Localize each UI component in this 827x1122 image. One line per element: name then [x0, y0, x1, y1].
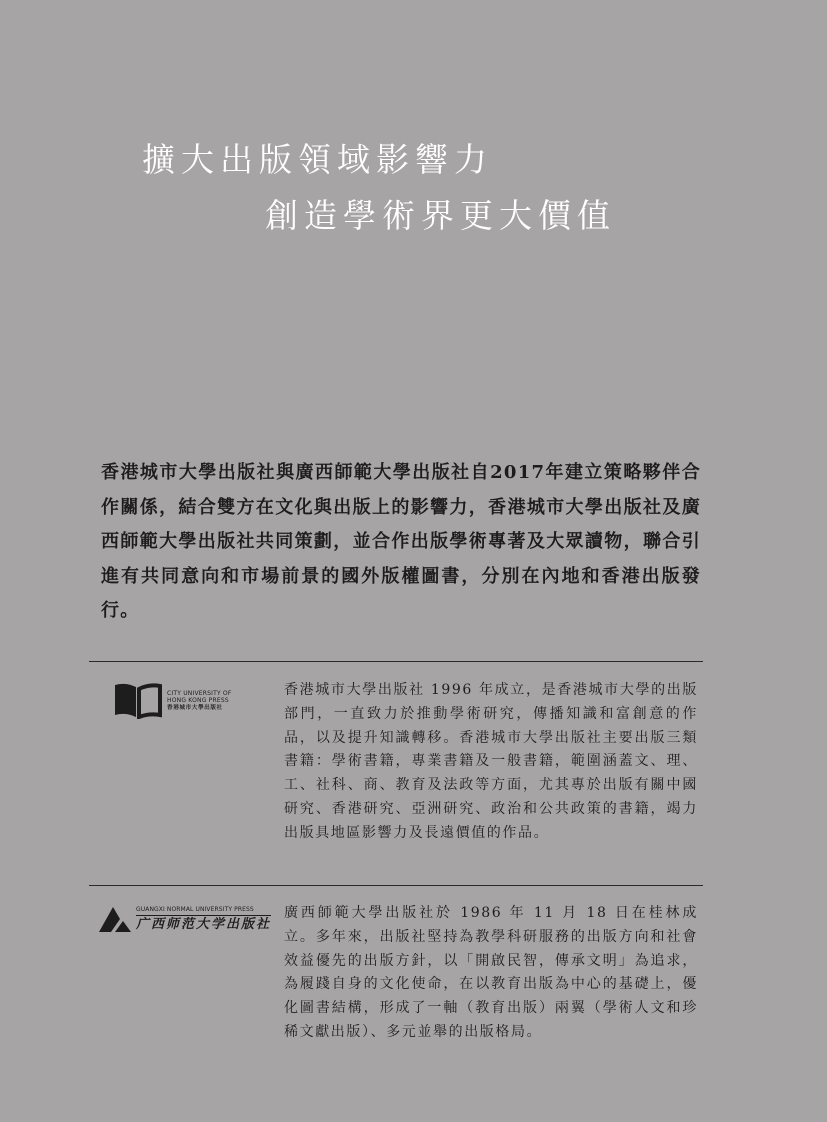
headline-line-2: 創造學術界更大價值 [265, 196, 616, 235]
headline-line-1: 擴大出版領域影響力 [142, 140, 493, 179]
cityu-logo-line-2: HONG KONG PRESS [167, 697, 229, 705]
cityu-description: 香港城市大學出版社 1996 年成立，是香港城市大學的出版部門，一直致力於推動學術研究，傳播知識和富創意的作品，以及提升知識轉移。香港城市大學出版社主要出版三類書籍：學術書籍，專業書籍及一般書籍，範圍涵蓋文、理、工、社科、商、教育及法政等方面，尤其專於出版有關中國研究、香港研究、亞洲研究、政治和公共政策的書籍，竭力出版具地區影響力及長遠價值的作品。 [284, 682, 698, 841]
open-book-icon [114, 683, 162, 719]
gxnu-logo-chinese: 广西师范大学出版社 [136, 916, 272, 932]
gxnu-description: 廣西師範大學出版社於 1986 年 11 月 18 日在桂林成立。多年來，出版社堅持為教學科研服務的出版方向和社會效益優先的出版方針，以「開啟民智，傳承文明」為追求，為履踐自身的文化使命，在以教育出版為中心的基礎上，優化圖書結構，形成了一軸（教育出版）兩翼（學術人文和珍稀文獻出版）、多元並舉的出版格局。 [284, 905, 698, 1040]
section-divider-gxnu [89, 885, 703, 886]
cityu-logo-line-3: 香港城市大學出版社 [167, 704, 223, 711]
triangle-book-icon [98, 905, 132, 933]
section-divider-cityu [89, 661, 703, 662]
intro-paragraph: 香港城市大學出版社與廣西師範大學出版社自2017年建立策略夥伴合作關係，結合雙方在文化與出版上的影響力，香港城市大學出版社及廣西師範大學出版社共同策劃，並合作出版學術專著及大眾讀物，聯合引進有共同意向和市場前景的國外版權圖書，分別在內地和香港出版發行。 [101, 462, 701, 621]
cityu-press-logo [114, 683, 232, 719]
gxnu-logo-english: GUANGXI NORMAL UNIVERSITY PRESS [136, 906, 271, 916]
cityu-logo-line-1: CITY UNIVERSITY OF [167, 689, 232, 697]
gxnu-press-logo [98, 905, 271, 933]
